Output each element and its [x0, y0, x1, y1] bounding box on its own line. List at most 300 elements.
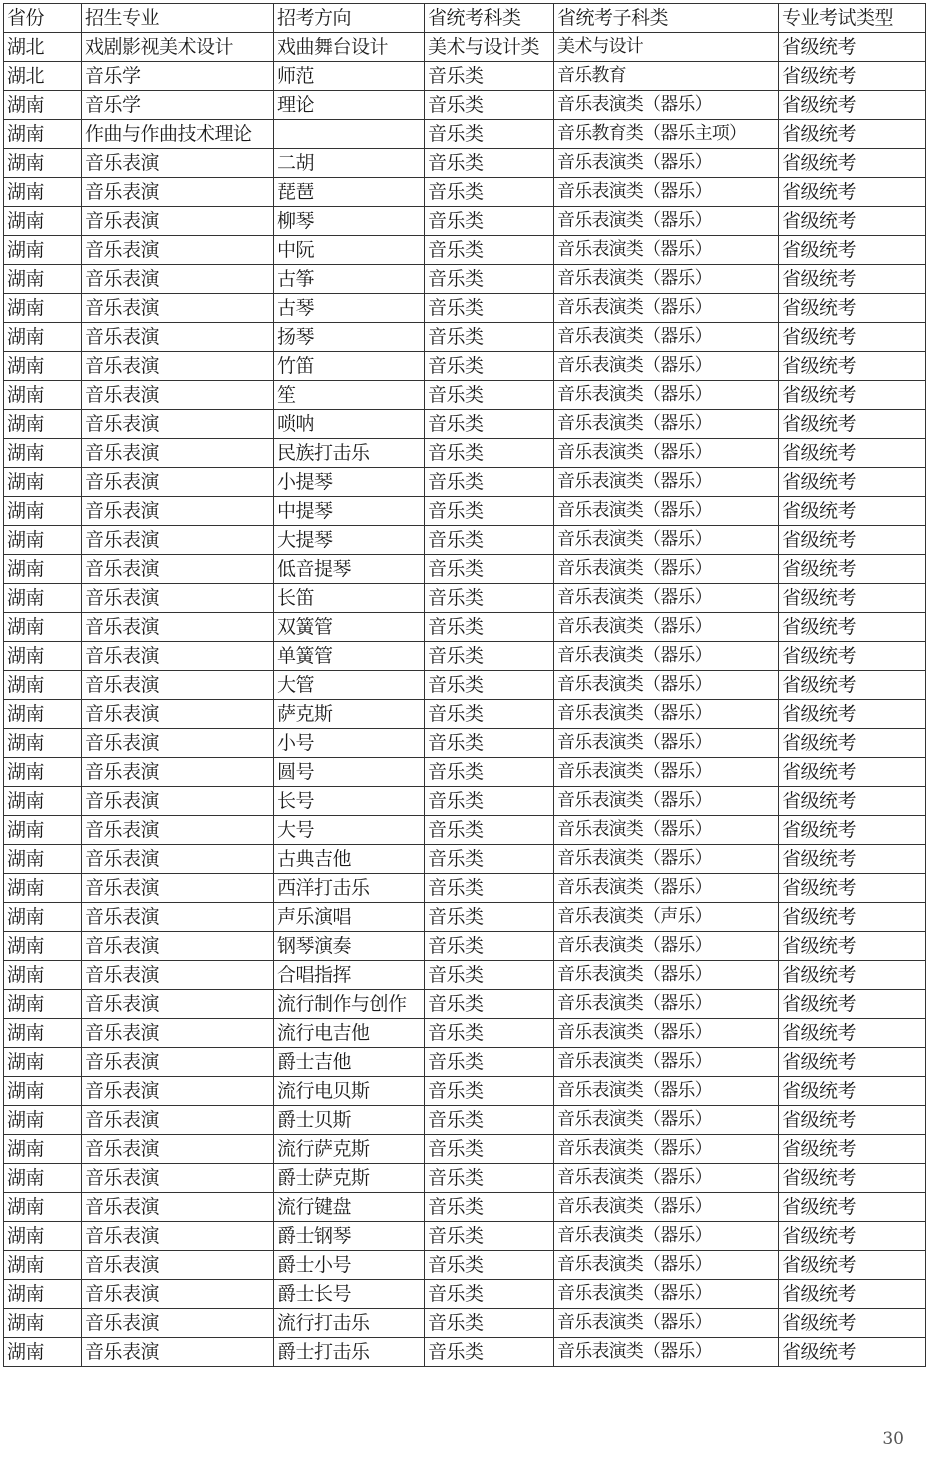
exam-subcategory-cell: 音乐表演类（器乐） — [554, 468, 779, 497]
major-cell: 音乐表演 — [82, 1338, 274, 1367]
major-cell: 音乐表演 — [82, 410, 274, 439]
major-cell: 音乐表演 — [82, 642, 274, 671]
exam-subcategory-cell: 音乐表演类（器乐） — [554, 236, 779, 265]
exam-category-cell: 美术与设计类 — [425, 33, 554, 62]
table-row — [4, 584, 926, 613]
exam-category-cell: 音乐类 — [425, 1251, 554, 1280]
direction-cell: 中提琴 — [274, 497, 425, 526]
exam-subcategory-cell: 音乐表演类（器乐） — [554, 990, 779, 1019]
province-cell: 湖南 — [4, 845, 82, 874]
table-row — [4, 381, 926, 410]
exam-type-cell: 省级统考 — [779, 845, 926, 874]
direction-cell: 民族打击乐 — [274, 439, 425, 468]
major-cell: 音乐表演 — [82, 352, 274, 381]
province-cell: 湖北 — [4, 62, 82, 91]
major-cell: 音乐学 — [82, 62, 274, 91]
major-cell: 戏剧影视美术设计 — [82, 33, 274, 62]
exam-subcategory-cell: 音乐表演类（器乐） — [554, 671, 779, 700]
exam-category-cell: 音乐类 — [425, 932, 554, 961]
table-row — [4, 555, 926, 584]
table-row — [4, 729, 926, 758]
major-cell: 音乐表演 — [82, 1309, 274, 1338]
header-exam-subcategory: 省统考子科类 — [554, 4, 779, 33]
exam-type-cell: 省级统考 — [779, 91, 926, 120]
exam-category-cell: 音乐类 — [425, 1077, 554, 1106]
direction-cell: 理论 — [274, 91, 425, 120]
table-row — [4, 410, 926, 439]
exam-subcategory-cell: 音乐表演类（器乐） — [554, 207, 779, 236]
direction-cell: 流行制作与创作 — [274, 990, 425, 1019]
exam-category-cell: 音乐类 — [425, 1338, 554, 1367]
exam-category-cell: 音乐类 — [425, 120, 554, 149]
exam-type-cell: 省级统考 — [779, 468, 926, 497]
exam-type-cell: 省级统考 — [779, 555, 926, 584]
province-cell: 湖南 — [4, 1048, 82, 1077]
exam-category-cell: 音乐类 — [425, 990, 554, 1019]
direction-cell: 中阮 — [274, 236, 425, 265]
exam-type-cell: 省级统考 — [779, 758, 926, 787]
header-exam-category: 省统考科类 — [425, 4, 554, 33]
exam-subcategory-cell: 音乐表演类（器乐） — [554, 1222, 779, 1251]
direction-cell: 柳琴 — [274, 207, 425, 236]
table-row — [4, 1077, 926, 1106]
exam-subcategory-cell: 音乐表演类（器乐） — [554, 1077, 779, 1106]
province-cell: 湖南 — [4, 497, 82, 526]
exam-type-cell: 省级统考 — [779, 903, 926, 932]
exam-category-cell: 音乐类 — [425, 874, 554, 903]
exam-category-cell: 音乐类 — [425, 903, 554, 932]
direction-cell: 大提琴 — [274, 526, 425, 555]
major-cell: 音乐表演 — [82, 1164, 274, 1193]
exam-subcategory-cell: 音乐表演类（器乐） — [554, 1309, 779, 1338]
province-cell: 湖南 — [4, 236, 82, 265]
direction-cell: 笙 — [274, 381, 425, 410]
exam-subcategory-cell: 音乐表演类（器乐） — [554, 1019, 779, 1048]
exam-category-cell: 音乐类 — [425, 961, 554, 990]
exam-subcategory-cell: 音乐表演类（声乐） — [554, 903, 779, 932]
major-cell: 音乐表演 — [82, 149, 274, 178]
major-cell: 音乐表演 — [82, 990, 274, 1019]
province-cell: 湖北 — [4, 33, 82, 62]
exam-type-cell: 省级统考 — [779, 642, 926, 671]
province-cell: 湖南 — [4, 961, 82, 990]
admissions-table — [3, 3, 926, 1367]
major-cell: 音乐表演 — [82, 381, 274, 410]
exam-subcategory-cell: 音乐表演类（器乐） — [554, 91, 779, 120]
exam-type-cell: 省级统考 — [779, 1309, 926, 1338]
province-cell: 湖南 — [4, 758, 82, 787]
direction-cell: 钢琴演奏 — [274, 932, 425, 961]
table-row — [4, 787, 926, 816]
exam-category-cell: 音乐类 — [425, 758, 554, 787]
major-cell: 音乐表演 — [82, 1048, 274, 1077]
exam-category-cell: 音乐类 — [425, 1280, 554, 1309]
province-cell: 湖南 — [4, 439, 82, 468]
exam-subcategory-cell: 音乐表演类（器乐） — [554, 1048, 779, 1077]
province-cell: 湖南 — [4, 584, 82, 613]
exam-type-cell: 省级统考 — [779, 1222, 926, 1251]
major-cell: 音乐表演 — [82, 497, 274, 526]
province-cell: 湖南 — [4, 816, 82, 845]
province-cell: 湖南 — [4, 1280, 82, 1309]
exam-category-cell: 音乐类 — [425, 265, 554, 294]
province-cell: 湖南 — [4, 526, 82, 555]
direction-cell: 长号 — [274, 787, 425, 816]
direction-cell — [274, 120, 425, 149]
exam-subcategory-cell: 音乐表演类（器乐） — [554, 758, 779, 787]
exam-category-cell: 音乐类 — [425, 1106, 554, 1135]
exam-type-cell: 省级统考 — [779, 265, 926, 294]
exam-subcategory-cell: 音乐表演类（器乐） — [554, 149, 779, 178]
table-row — [4, 178, 926, 207]
major-cell: 音乐表演 — [82, 961, 274, 990]
exam-category-cell: 音乐类 — [425, 845, 554, 874]
province-cell: 湖南 — [4, 120, 82, 149]
exam-category-cell: 音乐类 — [425, 700, 554, 729]
exam-type-cell: 省级统考 — [779, 932, 926, 961]
exam-type-cell: 省级统考 — [779, 1077, 926, 1106]
exam-type-cell: 省级统考 — [779, 62, 926, 91]
exam-type-cell: 省级统考 — [779, 526, 926, 555]
direction-cell: 萨克斯 — [274, 700, 425, 729]
exam-category-cell: 音乐类 — [425, 352, 554, 381]
table-row — [4, 1164, 926, 1193]
province-cell: 湖南 — [4, 729, 82, 758]
direction-cell: 合唱指挥 — [274, 961, 425, 990]
major-cell: 音乐表演 — [82, 207, 274, 236]
exam-type-cell: 省级统考 — [779, 1338, 926, 1367]
table-row — [4, 990, 926, 1019]
table-row — [4, 323, 926, 352]
table-row — [4, 1280, 926, 1309]
direction-cell: 爵士打击乐 — [274, 1338, 425, 1367]
table-row — [4, 1048, 926, 1077]
province-cell: 湖南 — [4, 787, 82, 816]
direction-cell: 唢呐 — [274, 410, 425, 439]
table-row — [4, 903, 926, 932]
province-cell: 湖南 — [4, 700, 82, 729]
major-cell: 音乐表演 — [82, 787, 274, 816]
province-cell: 湖南 — [4, 207, 82, 236]
table-row — [4, 91, 926, 120]
table-row — [4, 497, 926, 526]
exam-category-cell: 音乐类 — [425, 642, 554, 671]
exam-subcategory-cell: 音乐表演类（器乐） — [554, 642, 779, 671]
exam-category-cell: 音乐类 — [425, 294, 554, 323]
exam-type-cell: 省级统考 — [779, 1251, 926, 1280]
major-cell: 音乐表演 — [82, 1222, 274, 1251]
exam-category-cell: 音乐类 — [425, 323, 554, 352]
province-cell: 湖南 — [4, 903, 82, 932]
table-row — [4, 236, 926, 265]
table-row — [4, 1193, 926, 1222]
direction-cell: 双簧管 — [274, 613, 425, 642]
province-cell: 湖南 — [4, 990, 82, 1019]
exam-type-cell: 省级统考 — [779, 816, 926, 845]
direction-cell: 古筝 — [274, 265, 425, 294]
exam-subcategory-cell: 音乐表演类（器乐） — [554, 381, 779, 410]
province-cell: 湖南 — [4, 555, 82, 584]
exam-category-cell: 音乐类 — [425, 439, 554, 468]
direction-cell: 爵士小号 — [274, 1251, 425, 1280]
exam-subcategory-cell: 音乐表演类（器乐） — [554, 497, 779, 526]
exam-subcategory-cell: 音乐表演类（器乐） — [554, 729, 779, 758]
exam-type-cell: 省级统考 — [779, 990, 926, 1019]
exam-category-cell: 音乐类 — [425, 149, 554, 178]
province-cell: 湖南 — [4, 642, 82, 671]
exam-subcategory-cell: 美术与设计 — [554, 33, 779, 62]
major-cell: 音乐表演 — [82, 265, 274, 294]
direction-cell: 长笛 — [274, 584, 425, 613]
table-row — [4, 207, 926, 236]
exam-type-cell: 省级统考 — [779, 1019, 926, 1048]
direction-cell: 流行电吉他 — [274, 1019, 425, 1048]
exam-category-cell: 音乐类 — [425, 584, 554, 613]
direction-cell: 大号 — [274, 816, 425, 845]
exam-type-cell: 省级统考 — [779, 874, 926, 903]
major-cell: 音乐表演 — [82, 1193, 274, 1222]
province-cell: 湖南 — [4, 352, 82, 381]
exam-category-cell: 音乐类 — [425, 91, 554, 120]
exam-category-cell: 音乐类 — [425, 787, 554, 816]
direction-cell: 圆号 — [274, 758, 425, 787]
major-cell: 作曲与作曲技术理论 — [82, 120, 274, 149]
major-cell: 音乐表演 — [82, 1251, 274, 1280]
exam-category-cell: 音乐类 — [425, 1222, 554, 1251]
major-cell: 音乐表演 — [82, 1077, 274, 1106]
exam-category-cell: 音乐类 — [425, 729, 554, 758]
exam-type-cell: 省级统考 — [779, 33, 926, 62]
table-row — [4, 671, 926, 700]
direction-cell: 爵士萨克斯 — [274, 1164, 425, 1193]
direction-cell: 爵士长号 — [274, 1280, 425, 1309]
direction-cell: 流行电贝斯 — [274, 1077, 425, 1106]
direction-cell: 古琴 — [274, 294, 425, 323]
table-row — [4, 758, 926, 787]
direction-cell: 师范 — [274, 62, 425, 91]
exam-category-cell: 音乐类 — [425, 497, 554, 526]
major-cell: 音乐表演 — [82, 1280, 274, 1309]
exam-category-cell: 音乐类 — [425, 236, 554, 265]
exam-subcategory-cell: 音乐表演类（器乐） — [554, 932, 779, 961]
exam-subcategory-cell: 音乐表演类（器乐） — [554, 1135, 779, 1164]
table-row — [4, 352, 926, 381]
exam-type-cell: 省级统考 — [779, 323, 926, 352]
page-number: 30 — [882, 1429, 904, 1449]
exam-subcategory-cell: 音乐表演类（器乐） — [554, 1164, 779, 1193]
exam-category-cell: 音乐类 — [425, 1048, 554, 1077]
exam-subcategory-cell: 音乐表演类（器乐） — [554, 1338, 779, 1367]
exam-category-cell: 音乐类 — [425, 1193, 554, 1222]
exam-type-cell: 省级统考 — [779, 700, 926, 729]
province-cell: 湖南 — [4, 932, 82, 961]
province-cell: 湖南 — [4, 468, 82, 497]
exam-subcategory-cell: 音乐表演类（器乐） — [554, 352, 779, 381]
direction-cell: 西洋打击乐 — [274, 874, 425, 903]
exam-category-cell: 音乐类 — [425, 381, 554, 410]
exam-category-cell: 音乐类 — [425, 468, 554, 497]
exam-type-cell: 省级统考 — [779, 584, 926, 613]
major-cell: 音乐表演 — [82, 874, 274, 903]
exam-subcategory-cell: 音乐表演类（器乐） — [554, 845, 779, 874]
exam-type-cell: 省级统考 — [779, 787, 926, 816]
exam-type-cell: 省级统考 — [779, 613, 926, 642]
header-exam-type: 专业考试类型 — [779, 4, 926, 33]
direction-cell: 小提琴 — [274, 468, 425, 497]
exam-category-cell: 音乐类 — [425, 178, 554, 207]
province-cell: 湖南 — [4, 1309, 82, 1338]
province-cell: 湖南 — [4, 1251, 82, 1280]
province-cell: 湖南 — [4, 874, 82, 903]
exam-category-cell: 音乐类 — [425, 671, 554, 700]
province-cell: 湖南 — [4, 323, 82, 352]
table-row — [4, 613, 926, 642]
major-cell: 音乐表演 — [82, 700, 274, 729]
table-row — [4, 62, 926, 91]
major-cell: 音乐学 — [82, 91, 274, 120]
province-cell: 湖南 — [4, 1019, 82, 1048]
table-row — [4, 932, 926, 961]
exam-type-cell: 省级统考 — [779, 1164, 926, 1193]
direction-cell: 流行打击乐 — [274, 1309, 425, 1338]
exam-type-cell: 省级统考 — [779, 729, 926, 758]
table-body — [4, 33, 926, 1367]
major-cell: 音乐表演 — [82, 468, 274, 497]
table-row — [4, 1251, 926, 1280]
exam-subcategory-cell: 音乐表演类（器乐） — [554, 410, 779, 439]
major-cell: 音乐表演 — [82, 1135, 274, 1164]
direction-cell: 二胡 — [274, 149, 425, 178]
province-cell: 湖南 — [4, 671, 82, 700]
exam-subcategory-cell: 音乐表演类（器乐） — [554, 439, 779, 468]
direction-cell: 流行萨克斯 — [274, 1135, 425, 1164]
major-cell: 音乐表演 — [82, 758, 274, 787]
exam-subcategory-cell: 音乐表演类（器乐） — [554, 1106, 779, 1135]
province-cell: 湖南 — [4, 149, 82, 178]
header-province: 省份 — [4, 4, 82, 33]
exam-category-cell: 音乐类 — [425, 1164, 554, 1193]
table-row — [4, 265, 926, 294]
exam-type-cell: 省级统考 — [779, 352, 926, 381]
major-cell: 音乐表演 — [82, 671, 274, 700]
exam-type-cell: 省级统考 — [779, 1048, 926, 1077]
table-row — [4, 1338, 926, 1367]
exam-type-cell: 省级统考 — [779, 439, 926, 468]
province-cell: 湖南 — [4, 1135, 82, 1164]
major-cell: 音乐表演 — [82, 845, 274, 874]
major-cell: 音乐表演 — [82, 816, 274, 845]
province-cell: 湖南 — [4, 1164, 82, 1193]
table-row — [4, 961, 926, 990]
table-row — [4, 294, 926, 323]
major-cell: 音乐表演 — [82, 903, 274, 932]
direction-cell: 流行键盘 — [274, 1193, 425, 1222]
table-row — [4, 468, 926, 497]
exam-subcategory-cell: 音乐表演类（器乐） — [554, 294, 779, 323]
province-cell: 湖南 — [4, 1222, 82, 1251]
major-cell: 音乐表演 — [82, 932, 274, 961]
exam-subcategory-cell: 音乐表演类（器乐） — [554, 555, 779, 584]
exam-category-cell: 音乐类 — [425, 62, 554, 91]
province-cell: 湖南 — [4, 178, 82, 207]
province-cell: 湖南 — [4, 1193, 82, 1222]
table-row — [4, 1222, 926, 1251]
exam-category-cell: 音乐类 — [425, 1135, 554, 1164]
exam-category-cell: 音乐类 — [425, 555, 554, 584]
exam-subcategory-cell: 音乐表演类（器乐） — [554, 526, 779, 555]
exam-type-cell: 省级统考 — [779, 207, 926, 236]
exam-subcategory-cell: 音乐表演类（器乐） — [554, 1251, 779, 1280]
major-cell: 音乐表演 — [82, 1106, 274, 1135]
exam-subcategory-cell: 音乐教育类（器乐主项） — [554, 120, 779, 149]
exam-type-cell: 省级统考 — [779, 410, 926, 439]
exam-category-cell: 音乐类 — [425, 410, 554, 439]
exam-type-cell: 省级统考 — [779, 120, 926, 149]
province-cell: 湖南 — [4, 381, 82, 410]
exam-type-cell: 省级统考 — [779, 1280, 926, 1309]
exam-subcategory-cell: 音乐表演类（器乐） — [554, 178, 779, 207]
exam-subcategory-cell: 音乐表演类（器乐） — [554, 265, 779, 294]
exam-type-cell: 省级统考 — [779, 381, 926, 410]
exam-type-cell: 省级统考 — [779, 178, 926, 207]
table-row — [4, 120, 926, 149]
table-row — [4, 526, 926, 555]
exam-subcategory-cell: 音乐表演类（器乐） — [554, 787, 779, 816]
table-row — [4, 439, 926, 468]
exam-type-cell: 省级统考 — [779, 961, 926, 990]
province-cell: 湖南 — [4, 91, 82, 120]
province-cell: 湖南 — [4, 265, 82, 294]
major-cell: 音乐表演 — [82, 178, 274, 207]
exam-type-cell: 省级统考 — [779, 1106, 926, 1135]
province-cell: 湖南 — [4, 410, 82, 439]
exam-type-cell: 省级统考 — [779, 236, 926, 265]
table-row — [4, 1019, 926, 1048]
table-row — [4, 700, 926, 729]
major-cell: 音乐表演 — [82, 613, 274, 642]
direction-cell: 古典吉他 — [274, 845, 425, 874]
table-row — [4, 1106, 926, 1135]
table-row — [4, 845, 926, 874]
major-cell: 音乐表演 — [82, 584, 274, 613]
direction-cell: 戏曲舞台设计 — [274, 33, 425, 62]
exam-type-cell: 省级统考 — [779, 149, 926, 178]
table-row — [4, 1309, 926, 1338]
table-row — [4, 1135, 926, 1164]
table-row — [4, 149, 926, 178]
province-cell: 湖南 — [4, 294, 82, 323]
province-cell: 湖南 — [4, 1338, 82, 1367]
header-direction: 招考方向 — [274, 4, 425, 33]
direction-cell: 低音提琴 — [274, 555, 425, 584]
direction-cell: 爵士吉他 — [274, 1048, 425, 1077]
exam-type-cell: 省级统考 — [779, 294, 926, 323]
exam-type-cell: 省级统考 — [779, 671, 926, 700]
header-major: 招生专业 — [82, 4, 274, 33]
exam-category-cell: 音乐类 — [425, 1309, 554, 1338]
direction-cell: 琵琶 — [274, 178, 425, 207]
exam-category-cell: 音乐类 — [425, 207, 554, 236]
exam-subcategory-cell: 音乐表演类（器乐） — [554, 874, 779, 903]
exam-category-cell: 音乐类 — [425, 1019, 554, 1048]
major-cell: 音乐表演 — [82, 439, 274, 468]
exam-category-cell: 音乐类 — [425, 816, 554, 845]
exam-subcategory-cell: 音乐表演类（器乐） — [554, 1193, 779, 1222]
table-row — [4, 642, 926, 671]
major-cell: 音乐表演 — [82, 555, 274, 584]
exam-subcategory-cell: 音乐表演类（器乐） — [554, 584, 779, 613]
province-cell: 湖南 — [4, 1106, 82, 1135]
